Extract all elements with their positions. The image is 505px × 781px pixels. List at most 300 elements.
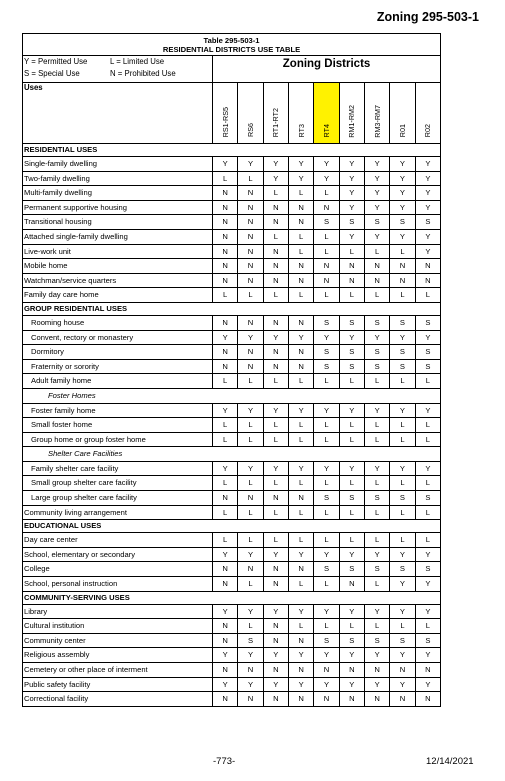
- cell-value: Y: [390, 403, 415, 418]
- cell-value: L: [263, 288, 288, 303]
- cell-value: Y: [238, 330, 263, 345]
- cell-value: N: [339, 577, 364, 592]
- cell-value: Y: [415, 244, 440, 259]
- cell-value: N: [288, 273, 313, 288]
- cell-value: N: [364, 273, 389, 288]
- column-header-r01: [390, 83, 415, 144]
- cell-value: L: [339, 533, 364, 548]
- table-row: [23, 619, 441, 634]
- cell-value: N: [238, 200, 263, 215]
- cell-value: N: [288, 259, 313, 274]
- table-row: [23, 505, 441, 520]
- cell-value: L: [390, 374, 415, 389]
- cell-value: L: [213, 432, 238, 447]
- use-label: Library: [23, 604, 213, 619]
- cell-value: L: [339, 418, 364, 433]
- use-label: Multi-family dwelling: [23, 186, 213, 201]
- cell-value: L: [314, 505, 339, 520]
- table-row: [23, 677, 441, 692]
- cell-value: L: [288, 432, 313, 447]
- column-header-label: RT3: [296, 123, 306, 138]
- cell-value: N: [364, 663, 389, 678]
- cell-value: N: [238, 244, 263, 259]
- cell-value: N: [263, 259, 288, 274]
- table-row: [23, 692, 441, 707]
- use-label: Small group shelter care facility: [23, 476, 213, 491]
- cell-value: L: [263, 229, 288, 244]
- use-label: Small foster home: [23, 418, 213, 433]
- cell-value: N: [263, 200, 288, 215]
- cell-value: Y: [364, 229, 389, 244]
- cell-value: L: [364, 619, 389, 634]
- table-row: [23, 171, 441, 186]
- cell-value: Y: [364, 403, 389, 418]
- cell-value: L: [364, 374, 389, 389]
- cell-value: Y: [288, 330, 313, 345]
- cell-value: L: [390, 505, 415, 520]
- section-heading: GROUP RESIDENTIAL USES: [23, 302, 441, 315]
- use-label: School, elementary or secondary: [23, 547, 213, 562]
- use-table-container: [22, 33, 440, 707]
- use-label: Dormitory: [23, 345, 213, 360]
- cell-value: Y: [415, 461, 440, 476]
- cell-value: N: [238, 186, 263, 201]
- cell-value: Y: [314, 547, 339, 562]
- cell-value: L: [288, 244, 313, 259]
- cell-value: L: [263, 432, 288, 447]
- cell-value: L: [238, 171, 263, 186]
- cell-value: L: [213, 171, 238, 186]
- cell-value: L: [314, 244, 339, 259]
- cell-value: Y: [213, 547, 238, 562]
- use-label: Community center: [23, 633, 213, 648]
- cell-value: S: [390, 215, 415, 230]
- cell-value: Y: [263, 403, 288, 418]
- cell-value: Y: [288, 461, 313, 476]
- table-row: [23, 648, 441, 663]
- column-header-label: RS6: [245, 123, 255, 138]
- cell-value: S: [415, 562, 440, 577]
- subheading: Shelter Care Facilities: [23, 447, 441, 462]
- cell-value: Y: [314, 461, 339, 476]
- use-label: Day care center: [23, 533, 213, 548]
- use-label: Religious assembly: [23, 648, 213, 663]
- cell-value: N: [213, 345, 238, 360]
- cell-value: N: [213, 577, 238, 592]
- cell-value: S: [364, 633, 389, 648]
- cell-value: L: [415, 374, 440, 389]
- use-label: Fraternity or sorority: [23, 359, 213, 374]
- table-row: [23, 403, 441, 418]
- cell-value: N: [415, 663, 440, 678]
- cell-value: N: [238, 692, 263, 707]
- cell-value: L: [390, 244, 415, 259]
- cell-value: S: [415, 345, 440, 360]
- cell-value: N: [213, 315, 238, 330]
- cell-value: Y: [415, 677, 440, 692]
- cell-value: L: [339, 476, 364, 491]
- use-label: Correctional facility: [23, 692, 213, 707]
- cell-value: Y: [263, 461, 288, 476]
- cell-value: L: [288, 186, 313, 201]
- cell-value: L: [238, 619, 263, 634]
- cell-value: Y: [314, 157, 339, 172]
- cell-value: N: [288, 633, 313, 648]
- cell-value: Y: [314, 330, 339, 345]
- cell-value: L: [364, 476, 389, 491]
- cell-value: L: [314, 476, 339, 491]
- cell-value: L: [213, 374, 238, 389]
- use-label: Public safety facility: [23, 677, 213, 692]
- cell-value: N: [238, 273, 263, 288]
- cell-value: N: [263, 359, 288, 374]
- column-header-rs1-rs5: [213, 83, 238, 144]
- cell-value: L: [390, 619, 415, 634]
- cell-value: N: [339, 273, 364, 288]
- zoning-districts-heading: Zoning Districts: [213, 56, 441, 83]
- cell-value: S: [390, 315, 415, 330]
- section-heading: EDUCATIONAL USES: [23, 520, 441, 533]
- cell-value: L: [314, 186, 339, 201]
- cell-value: N: [213, 215, 238, 230]
- use-label: Large group shelter care facility: [23, 491, 213, 506]
- cell-value: L: [339, 432, 364, 447]
- cell-value: L: [314, 229, 339, 244]
- cell-value: S: [238, 633, 263, 648]
- cell-value: L: [288, 418, 313, 433]
- cell-value: L: [213, 288, 238, 303]
- cell-value: Y: [238, 157, 263, 172]
- table-row: [23, 359, 441, 374]
- section-row: [23, 520, 441, 533]
- cell-value: S: [415, 315, 440, 330]
- cell-value: Y: [390, 461, 415, 476]
- cell-value: N: [415, 692, 440, 707]
- cell-value: N: [339, 259, 364, 274]
- cell-value: N: [390, 259, 415, 274]
- table-row: [23, 315, 441, 330]
- subheading-row: [23, 447, 441, 462]
- cell-value: Y: [364, 547, 389, 562]
- table-row: [23, 244, 441, 259]
- cell-value: L: [314, 619, 339, 634]
- cell-value: Y: [238, 677, 263, 692]
- uses-heading: Uses: [23, 83, 213, 144]
- cell-value: N: [314, 200, 339, 215]
- cell-value: S: [314, 315, 339, 330]
- cell-value: Y: [390, 677, 415, 692]
- cell-value: Y: [288, 648, 313, 663]
- cell-value: L: [288, 505, 313, 520]
- table-row: [23, 345, 441, 360]
- cell-value: Y: [339, 461, 364, 476]
- cell-value: Y: [415, 200, 440, 215]
- cell-value: Y: [213, 648, 238, 663]
- cell-value: L: [339, 505, 364, 520]
- cell-value: L: [288, 577, 313, 592]
- cell-value: L: [314, 432, 339, 447]
- cell-value: N: [288, 692, 313, 707]
- table-row: [23, 633, 441, 648]
- cell-value: N: [415, 273, 440, 288]
- cell-value: L: [415, 533, 440, 548]
- cell-value: N: [339, 663, 364, 678]
- cell-value: L: [288, 476, 313, 491]
- cell-value: N: [263, 619, 288, 634]
- table-row: [23, 533, 441, 548]
- section-row: [23, 144, 441, 157]
- cell-value: Y: [288, 677, 313, 692]
- cell-value: Y: [415, 403, 440, 418]
- cell-value: N: [213, 619, 238, 634]
- cell-value: S: [364, 359, 389, 374]
- cell-value: N: [390, 692, 415, 707]
- table-row: [23, 259, 441, 274]
- cell-value: Y: [263, 330, 288, 345]
- legend-permitted: Y = Permitted Use: [24, 57, 88, 66]
- footer-date: 12/14/2021: [426, 756, 474, 767]
- cell-value: L: [415, 505, 440, 520]
- column-header-rt1-rt2: [263, 83, 288, 144]
- column-header-label: RT1-RT2: [271, 108, 281, 138]
- cell-value: Y: [238, 547, 263, 562]
- cell-value: Y: [339, 171, 364, 186]
- cell-value: Y: [213, 403, 238, 418]
- cell-value: N: [263, 491, 288, 506]
- cell-value: L: [288, 619, 313, 634]
- cell-value: L: [263, 186, 288, 201]
- column-header-rm1-rm2: [339, 83, 364, 144]
- cell-value: N: [238, 315, 263, 330]
- use-label: School, personal instruction: [23, 577, 213, 592]
- cell-value: L: [238, 432, 263, 447]
- column-header-label: R02: [423, 124, 433, 138]
- column-header-label: R01: [397, 124, 407, 138]
- cell-value: Y: [263, 547, 288, 562]
- cell-value: S: [415, 359, 440, 374]
- cell-value: Y: [415, 330, 440, 345]
- cell-value: N: [288, 215, 313, 230]
- cell-value: Y: [213, 677, 238, 692]
- cell-value: Y: [263, 157, 288, 172]
- cell-value: N: [238, 562, 263, 577]
- cell-value: Y: [339, 604, 364, 619]
- cell-value: Y: [415, 648, 440, 663]
- cell-value: L: [415, 432, 440, 447]
- table-row: [23, 432, 441, 447]
- cell-value: N: [288, 663, 313, 678]
- column-header-rs6: [238, 83, 263, 144]
- cell-value: Y: [339, 186, 364, 201]
- cell-value: Y: [390, 229, 415, 244]
- cell-value: N: [263, 692, 288, 707]
- cell-value: L: [390, 418, 415, 433]
- legend-limited: L = Limited Use: [110, 57, 165, 66]
- cell-value: N: [213, 273, 238, 288]
- residential-districts-use-table: [22, 33, 441, 707]
- cell-value: Y: [238, 403, 263, 418]
- cell-value: Y: [364, 330, 389, 345]
- cell-value: L: [415, 418, 440, 433]
- cell-value: Y: [263, 677, 288, 692]
- cell-value: Y: [364, 604, 389, 619]
- use-label: Transitional housing: [23, 215, 213, 230]
- cell-value: Y: [263, 604, 288, 619]
- use-label: Adult family home: [23, 374, 213, 389]
- cell-value: Y: [314, 171, 339, 186]
- cell-value: Y: [339, 200, 364, 215]
- column-header-r02: [415, 83, 440, 144]
- cell-value: L: [390, 288, 415, 303]
- cell-value: N: [238, 215, 263, 230]
- cell-value: N: [213, 663, 238, 678]
- cell-value: Y: [364, 171, 389, 186]
- use-label: Family shelter care facility: [23, 461, 213, 476]
- column-header-rt3: [288, 83, 313, 144]
- use-label: Rooming house: [23, 315, 213, 330]
- cell-value: L: [364, 533, 389, 548]
- cell-value: Y: [339, 229, 364, 244]
- cell-value: S: [364, 491, 389, 506]
- table-row: [23, 229, 441, 244]
- use-label: Single-family dwelling: [23, 157, 213, 172]
- cell-value: S: [364, 345, 389, 360]
- cell-value: S: [415, 633, 440, 648]
- cell-value: N: [238, 229, 263, 244]
- cell-value: Y: [390, 157, 415, 172]
- cell-value: S: [314, 215, 339, 230]
- cell-value: N: [263, 633, 288, 648]
- use-label: Attached single-family dwelling: [23, 229, 213, 244]
- cell-value: Y: [288, 171, 313, 186]
- cell-value: L: [314, 374, 339, 389]
- cell-value: Y: [238, 461, 263, 476]
- cell-value: Y: [339, 157, 364, 172]
- cell-value: N: [390, 663, 415, 678]
- cell-value: Y: [263, 648, 288, 663]
- table-row: [23, 215, 441, 230]
- cell-value: S: [314, 345, 339, 360]
- cell-value: N: [415, 259, 440, 274]
- cell-value: L: [390, 476, 415, 491]
- table-title: RESIDENTIAL DISTRICTS USE TABLE: [23, 45, 441, 56]
- cell-value: S: [390, 345, 415, 360]
- use-label: Mobile home: [23, 259, 213, 274]
- cell-value: N: [390, 273, 415, 288]
- section-row: [23, 302, 441, 315]
- cell-value: S: [390, 562, 415, 577]
- cell-value: Y: [415, 157, 440, 172]
- cell-value: N: [263, 315, 288, 330]
- cell-value: L: [263, 418, 288, 433]
- legend-prohibited: N = Prohibited Use: [110, 69, 176, 78]
- cell-value: L: [238, 476, 263, 491]
- table-row: [23, 562, 441, 577]
- cell-value: L: [263, 476, 288, 491]
- cell-value: N: [288, 315, 313, 330]
- use-label: Community living arrangement: [23, 505, 213, 520]
- cell-value: Y: [415, 604, 440, 619]
- cell-value: N: [288, 345, 313, 360]
- cell-value: S: [339, 359, 364, 374]
- use-label: Watchman/service quarters: [23, 273, 213, 288]
- cell-value: L: [339, 619, 364, 634]
- cell-value: L: [339, 288, 364, 303]
- cell-value: L: [288, 229, 313, 244]
- cell-value: Y: [238, 604, 263, 619]
- cell-value: L: [238, 418, 263, 433]
- table-number: Table 295-503-1: [23, 34, 441, 46]
- cell-value: Y: [364, 461, 389, 476]
- cell-value: N: [263, 273, 288, 288]
- column-header-rm3-rm7: [364, 83, 389, 144]
- table-row: [23, 577, 441, 592]
- subheading: Foster Homes: [23, 388, 441, 403]
- table-row: [23, 288, 441, 303]
- cell-value: N: [213, 229, 238, 244]
- cell-value: N: [213, 259, 238, 274]
- cell-value: S: [390, 359, 415, 374]
- cell-value: N: [238, 259, 263, 274]
- cell-value: Y: [390, 547, 415, 562]
- cell-value: N: [213, 562, 238, 577]
- cell-value: S: [339, 633, 364, 648]
- use-label: Convent, rectory or monastery: [23, 330, 213, 345]
- cell-value: N: [263, 562, 288, 577]
- table-row: [23, 330, 441, 345]
- cell-value: Y: [314, 677, 339, 692]
- cell-value: N: [238, 345, 263, 360]
- cell-value: S: [390, 491, 415, 506]
- table-row: [23, 491, 441, 506]
- column-header-label: RM1-RM2: [347, 104, 357, 138]
- cell-value: L: [238, 533, 263, 548]
- cell-value: Y: [288, 604, 313, 619]
- table-row: [23, 476, 441, 491]
- cell-value: S: [314, 562, 339, 577]
- cell-value: Y: [364, 648, 389, 663]
- column-header-label: RS1-RS5: [220, 107, 230, 138]
- cell-value: N: [213, 186, 238, 201]
- table-row: [23, 663, 441, 678]
- cell-value: N: [263, 244, 288, 259]
- cell-value: Y: [238, 648, 263, 663]
- table-row: [23, 157, 441, 172]
- cell-value: Y: [390, 200, 415, 215]
- cell-value: L: [364, 505, 389, 520]
- cell-value: Y: [390, 648, 415, 663]
- cell-value: L: [238, 505, 263, 520]
- cell-value: N: [339, 692, 364, 707]
- cell-value: N: [263, 215, 288, 230]
- cell-value: L: [364, 288, 389, 303]
- cell-value: S: [339, 562, 364, 577]
- table-row: [23, 200, 441, 215]
- cell-value: N: [364, 692, 389, 707]
- cell-value: N: [263, 577, 288, 592]
- cell-value: L: [364, 432, 389, 447]
- cell-value: Y: [390, 171, 415, 186]
- legend-special: S = Special Use: [24, 69, 80, 78]
- cell-value: L: [213, 505, 238, 520]
- table-row: [23, 604, 441, 619]
- cell-value: S: [364, 215, 389, 230]
- cell-value: N: [213, 244, 238, 259]
- table-row: [23, 461, 441, 476]
- use-label: Foster family home: [23, 403, 213, 418]
- cell-value: L: [314, 533, 339, 548]
- cell-value: N: [213, 200, 238, 215]
